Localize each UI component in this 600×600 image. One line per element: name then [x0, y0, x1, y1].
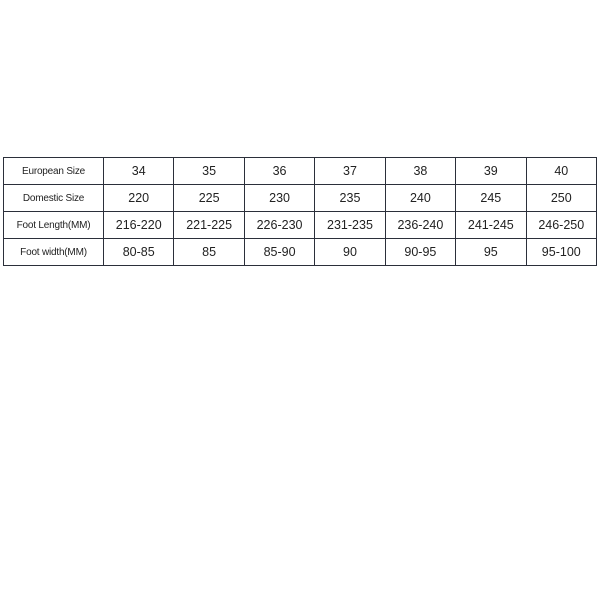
table-cell: 40: [526, 158, 596, 185]
row-label: European Size: [4, 158, 104, 185]
european-size-row: [4, 158, 597, 185]
foot-width-row: [4, 239, 597, 266]
table-cell: 95: [456, 239, 526, 266]
table-cell: 35: [174, 158, 244, 185]
table-cell: 90: [315, 239, 385, 266]
table-cell: 38: [385, 158, 455, 185]
table-cell: 230: [244, 185, 314, 212]
table-cell: 80-85: [104, 239, 174, 266]
table-cell: 245: [456, 185, 526, 212]
table-cell: 85: [174, 239, 244, 266]
table-cell: 220: [104, 185, 174, 212]
table-cell: 241-245: [456, 212, 526, 239]
table-cell: 216-220: [104, 212, 174, 239]
table-cell: 246-250: [526, 212, 596, 239]
table-cell: 236-240: [385, 212, 455, 239]
table-cell: 250: [526, 185, 596, 212]
size-chart-table: [3, 157, 597, 266]
row-label: Domestic Size: [4, 185, 104, 212]
table-cell: 225: [174, 185, 244, 212]
table-cell: 240: [385, 185, 455, 212]
table-cell: 231-235: [315, 212, 385, 239]
row-label: Foot width(MM): [4, 239, 104, 266]
table-cell: 39: [456, 158, 526, 185]
foot-length-row: [4, 212, 597, 239]
table-cell: 235: [315, 185, 385, 212]
row-label: Foot Length(MM): [4, 212, 104, 239]
table-cell: 34: [104, 158, 174, 185]
table-cell: 221-225: [174, 212, 244, 239]
domestic-size-row: [4, 185, 597, 212]
table-cell: 37: [315, 158, 385, 185]
table-cell: 95-100: [526, 239, 596, 266]
table-cell: 226-230: [244, 212, 314, 239]
table-cell: 85-90: [244, 239, 314, 266]
table-cell: 90-95: [385, 239, 455, 266]
table-cell: 36: [244, 158, 314, 185]
